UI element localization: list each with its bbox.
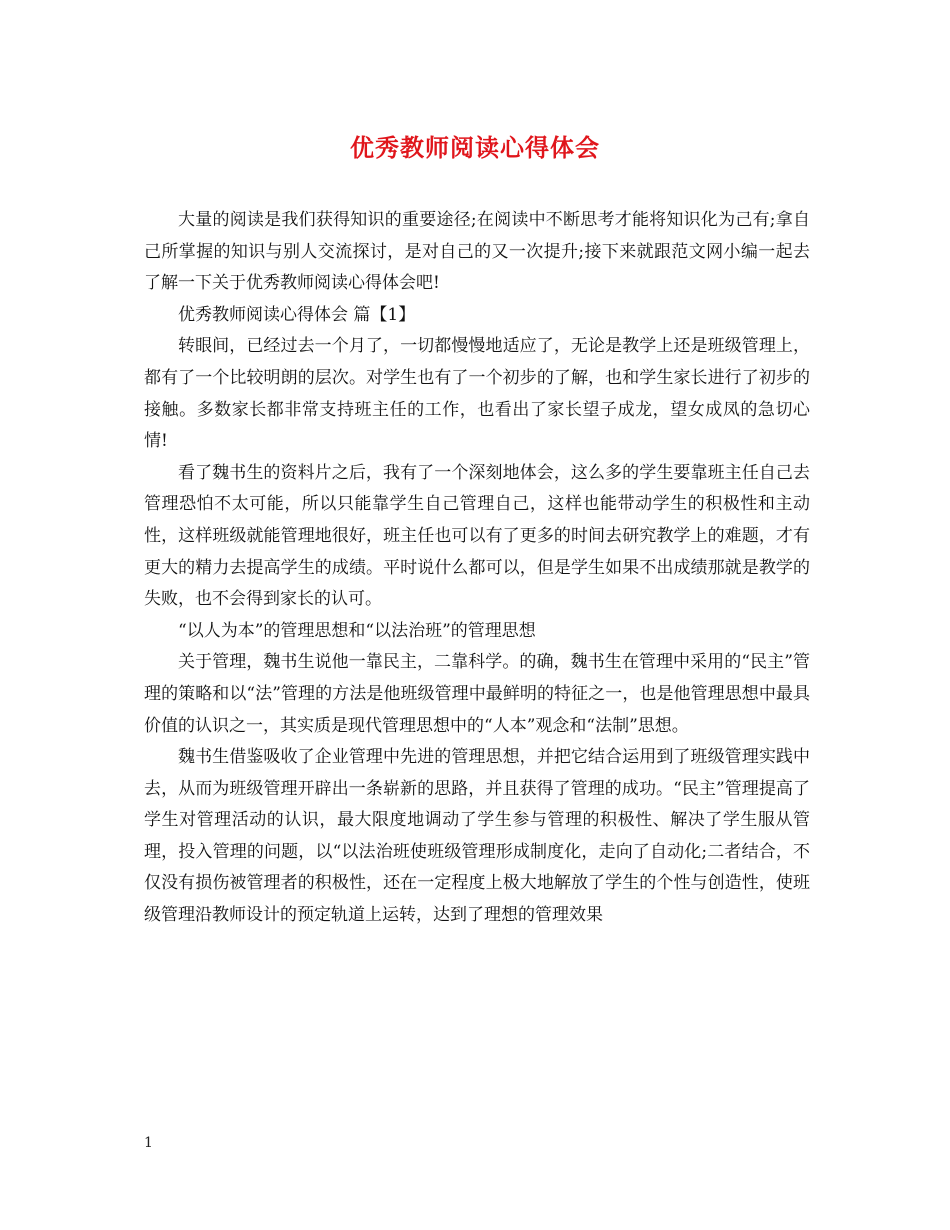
intro-paragraph: 大量的阅读是我们获得知识的重要途径;在阅读中不断思考才能将知识化为己有;拿自己所掌握的知识与别人交流探讨，是对自己的又一次提升;接下来就跟范文网小编一起去了解一下关于优秀教师阅读心得体会吧! [144,210,810,294]
body-paragraph: 转眼间，已经过去一个月了，一切都慢慢地适应了，无论是教学上还是班级管理上，都有了一个比较明朗的层次。对学生也有了一个初步的了解，也和学生家长进行了初步的接触。多数家长都非常支持班主任的工作，也看出了家长望子成龙，望女成凤的急切心情! [144,336,810,452]
body-paragraph: 看了魏书生的资料片之后，我有了一个深刻地体会，这么多的学生要靠班主任自己去管理恐怕不太可能，所以只能靠学生自己管理自己，这样也能带动学生的积极性和主动性，这样班级就能管理地很好，班主任也可以有了更多的时间去研究教学上的难题，才有更大的精力去提高学生的成绩。平时说什么都可以，但是学生如果不出成绩那就是教学的失败，也不会得到家长的认可。 [144,462,810,610]
page-number: 1 [144,1135,153,1151]
body-paragraph: 关于管理，魏书生说他一靠民主，二靠科学。的确，魏书生在管理中采用的“民主”管理的策略和以“法”管理的方法是他班级管理中最鲜明的特征之一，也是他管理思想中最具价值的认识之一，其实质是现代管理思想中的“人本”观念和“法制”思想。 [144,652,810,736]
document-body [144,205,810,932]
body-paragraph: 魏书生借鉴吸收了企业管理中先进的管理思想，并把它结合运用到了班级管理实践中去，从而为班级管理开辟出一条崭新的思路，并且获得了管理的成功。“民主”管理提高了学生对管理活动的认识，最大限度地调动了学生参与管理的积极性、解决了学生服从管理，投入管理的问题，以“以法治班使班级管理形成制度化，走向了自动化;二者结合，不仅没有损伤被管理者的积极性，还在一定程度上极大地解放了学生的个性与创造性，使班级管理沿教师设计的预定轨道上运转，达到了理想的管理效果 [144,747,810,926]
document-title: 优秀教师阅读心得体会 [350,133,600,162]
subheading: “以人为本”的管理思想和“以法治班”的管理思想 [178,620,536,641]
section-heading: 优秀教师阅读心得体会 篇【1】 [178,304,416,325]
